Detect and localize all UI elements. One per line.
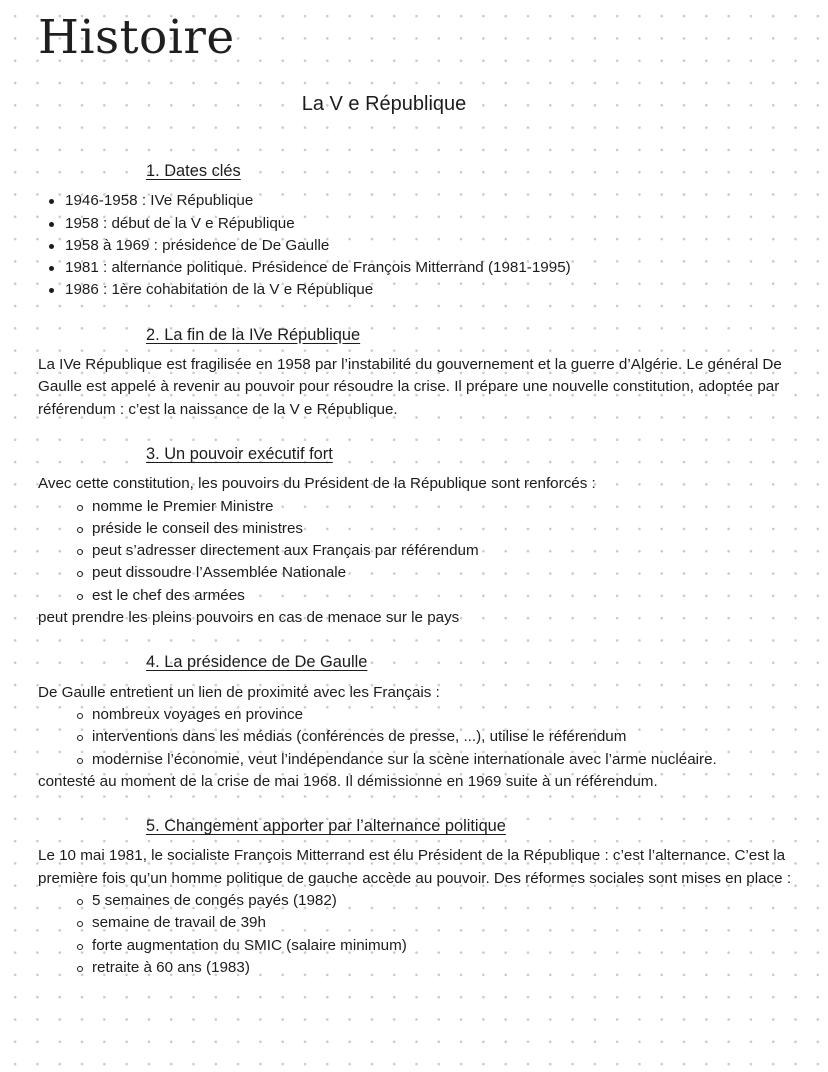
list-item: retraite à 60 ans (1983) <box>38 957 798 979</box>
section-outro: contesté au moment de la crise de mai 1968. Il démissionne en 1969 suite à un référendum. <box>38 772 658 790</box>
list-item: 1986 : 1ère cohabitation de la V e République <box>38 279 798 301</box>
list-item: préside le conseil des ministres <box>38 518 798 540</box>
section-heading-dates-cles: 1. Dates clés <box>146 162 241 180</box>
section-intro: De Gaulle entretient un lien de proximité avec les Français : <box>38 683 440 701</box>
list-item: nombreux voyages en province <box>38 704 798 726</box>
list-item: 1946-1958 : IVe République <box>38 190 798 212</box>
list-item: semaine de travail de 39h <box>38 912 798 934</box>
list-item: 1958 à 1969 : présidence de De Gaulle <box>38 235 798 257</box>
list-item: 1958 : début de la V e République <box>38 213 798 235</box>
list-item: 1981 : alternance politique. Présidence de François Mitterrand (1981-1995) <box>38 257 798 279</box>
section-outro: peut prendre les pleins pouvoirs en cas de menace sur le pays <box>38 609 460 627</box>
list-item: peut s’adresser directement aux Français par référendum <box>38 540 798 562</box>
key-dates-list <box>38 190 798 301</box>
list-item: modernise l’économie, veut l’indépendance sur la scène internationale avec l’arme nucléaire. <box>38 749 798 771</box>
section-heading-fin-ive-republique: 2. La fin de la IVe République <box>146 325 361 344</box>
section-heading-alternance: 5. Changement apporter par l’alternance politique <box>146 817 506 836</box>
list-item: 5 semaines de congés payés (1982) <box>38 890 798 912</box>
document-body <box>38 150 798 979</box>
section-intro: Le 10 mai 1981, le socialiste François Mitterrand est élu Président de la République : c’est l’alternance. C’est la première fois qu’un homme politique de gauche accède au pouvoir. Des réformes sociales sont mises en place : <box>38 847 792 887</box>
section-intro: Avec cette constitution, les pouvoirs du Président de la République sont renforcés : <box>38 475 596 493</box>
social-reforms-list <box>38 890 798 979</box>
section-heading-pouvoir-executif: 3. Un pouvoir exécutif fort <box>146 444 333 463</box>
list-item: est le chef des armées <box>38 585 798 607</box>
president-powers-list <box>38 496 798 607</box>
list-item: nomme le Premier Ministre <box>38 496 798 518</box>
list-item: interventions dans les médias (conférences de presse, ...), utilise le référendum <box>38 726 798 748</box>
section-paragraph: La IVe République est fragilisée en 1958 par l’instabilité du gouvernement et la guerre d’Algérie. Le général De Gaulle est appelé à revenir au pouvoir pour résoudre la crise. Il prépare une nouvelle constitution, adoptée par référendum : c’est la naissance de la V e République. <box>38 356 782 418</box>
section-heading-presidence-de-gaulle: 4. La présidence de De Gaulle <box>146 653 368 672</box>
list-item: peut dissoudre l’Assemblée Nationale <box>38 562 798 584</box>
document-title: La V e République <box>301 93 467 115</box>
de-gaulle-list <box>38 704 798 771</box>
list-item: forte augmentation du SMIC (salaire minimum) <box>38 935 798 957</box>
page-heading: Histoire <box>38 10 235 65</box>
